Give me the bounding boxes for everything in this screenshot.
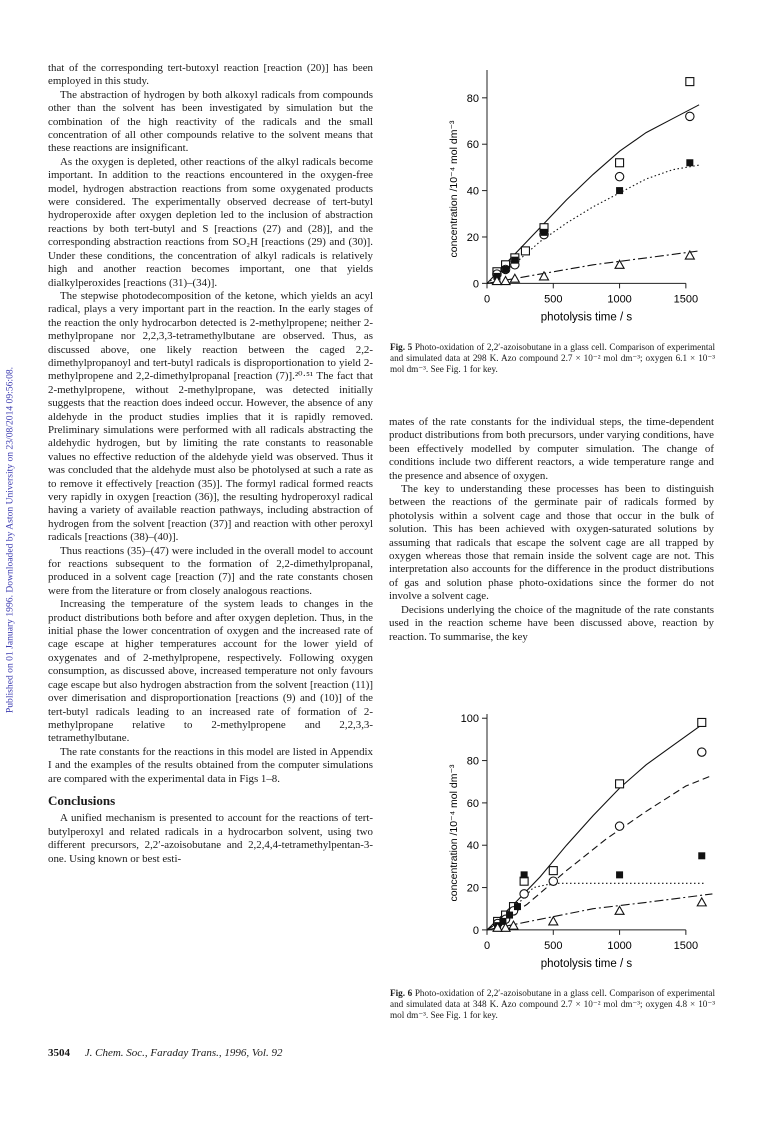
data-point-open-circle xyxy=(549,877,557,885)
data-point-filled-square xyxy=(616,187,623,194)
page-footer xyxy=(48,1047,282,1059)
download-watermark-text: Published on 01 January 1996. Downloaded by Aston University on 23/08/2014 09:56:08. xyxy=(4,366,16,714)
data-point-open-triangle xyxy=(549,917,558,925)
x-tick-label: 500 xyxy=(544,939,563,952)
y-tick-label: 80 xyxy=(466,755,479,768)
page-number: 3504 xyxy=(48,1047,70,1059)
x-tick-label: 1500 xyxy=(673,293,699,306)
data-point-open-circle xyxy=(520,890,528,898)
data-point-open-square xyxy=(698,718,706,726)
journal-citation: J. Chem. Soc., Faraday Trans., 1996, Vol. 92 xyxy=(84,1047,283,1059)
paragraph: The abstraction of hydrogen by both alkoxyl radicals from compounds other than the solvent has been investigated by simulation but the combination of the high reactivity of the radicals and the small concentration of all other compounds relative to the solvent means that these reactions are insignificant. xyxy=(48,88,373,155)
y-axis-label: concentration /10⁻⁴ mol dm⁻³ xyxy=(448,120,460,258)
x-tick-label: 0 xyxy=(483,293,491,306)
y-tick-label: 60 xyxy=(466,139,479,152)
data-point-open-square xyxy=(616,159,624,167)
data-point-open-circle xyxy=(615,822,623,830)
x-tick-label: 1000 xyxy=(607,939,632,952)
right-column xyxy=(389,416,714,644)
paragraph: The stepwise photodecomposition of the ketone, which yields an acyl radical, plays a very important part in the reaction. In the early stages of the reaction the only hydrocarbon detected is 2-methylpropene; neither 2-methylpropane nor 2,2,3,3-tetramethylbutane are observed. Thus, as discussed above, one likely reaction between the caged 2,2-dimethylpropanoyl and tert-butyl radicals is disproportionation to yield 2-methylpropene and 2,2-dimethylpropanal [reaction (7)].²⁰·⁵¹ The fact that 2-methylpropene, without 2-methylpropane, was detected initially suggests that the reaction does indeed occur. However, the absence of any aldehyde in the product studies implies that it is rapidly removed. Preliminary simulations were performed with all radicals abstracting the aldehydic hydrogen, but by limiting the rate constants to reasonable values no effective reduction of the aldehyde yield was observed. Thus it was concluded that the aldehyde must also be photolysed at such a rate as to remove it effectively [reaction (35)]. The formyl radical formed reacts very rapidly in oxygen [reaction (36)], the resulting hydroperoxyl radical having a variety of available reaction pathways, including abstraction of hydrogen from the solvent [reaction (37)] and reaction with other peroxyl radicals [reactions (38)–(40)]. xyxy=(48,289,373,544)
paragraph: The rate constants for the reactions in this model are listed in Appendix I and the examples of the results obtained from the computer simulations are compared with the experimental data in Figs 1–8. xyxy=(48,745,373,785)
data-point-open-square xyxy=(521,247,529,255)
figure-5-chart xyxy=(395,58,735,338)
paragraph: As the oxygen is depleted, other reactions of the alkyl radicals become important. In addition to the reactions encountered in the oxygen-free model, hydrogen abstraction reactions from some oxygenated products were considered. The experimentally observed decrease of tert-butyl hydroperoxide after oxygen depletion led to the inclusion of abstraction reactions by both tert-butyl and S [reactions (27) and (28)], and the corresponding abstraction reactions from SO₂H [reactions (29) and (30)]. Under these conditions, the concentration of alkyl radicals is relatively high and another reaction becomes important, one that yields dialkylperoxides [reactions (31)–(34)]. xyxy=(48,155,373,289)
data-point-filled-square xyxy=(541,229,548,236)
data-point-open-square xyxy=(686,78,694,86)
y-axis-label: concentration /10⁻⁴ mol dm⁻³ xyxy=(448,764,460,902)
data-point-filled-square xyxy=(514,903,521,910)
x-tick-label: 1000 xyxy=(607,293,632,306)
y-tick-label: 80 xyxy=(466,92,479,105)
data-point-filled-square xyxy=(506,912,513,919)
caption-text: Photo-oxidation of 2,2′-azoisobutane in a glass cell. Comparison of experimental and simulated data at 348 K. Azo compound 2.7 × 10⁻² mol dm⁻³; oxygen 4.8 × 10⁻³ mol dm⁻³. See Fig. 1 for key. xyxy=(390,988,716,1020)
download-watermark xyxy=(0,150,22,930)
y-tick-label: 0 xyxy=(472,278,479,291)
data-point-filled-square xyxy=(616,871,623,878)
y-tick-label: 20 xyxy=(466,882,479,895)
data-point-open-circle xyxy=(615,172,623,180)
paragraph: Thus reactions (35)–(47) were included in the overall model to account for reactions subsequent to the formation of 2,2-dimethylpropanal, produced in a solvent cage [reaction (7)] and the rate constants chosen were from the literature or from closely analogous reactions. xyxy=(48,544,373,597)
paragraph: Increasing the temperature of the system leads to changes in the product distributions both before and after oxygen depletion. Thus, in the initial phase the lower concentration of oxygen and the increased rate of cage escape at higher temperatures account for the lower yield of oxygenates and of 2-methylpropene, respectively. Following oxygen consumption, as discussed above, increased temperature not only favours cage escape but also hydrogen abstraction from the solvent [reaction (11)] over dimerisation and disproportionation [reactions (9) and (10)] of the tert-butyl radicals leading to an increased rate of formation of 2-methylpropane relative to 2-methylpropene and 2,2,3,3-tetramethylbutane. xyxy=(48,598,373,745)
data-point-open-square xyxy=(616,780,624,788)
left-column xyxy=(48,62,373,866)
paragraph: Decisions underlying the choice of the magnitude of the rate constants used in the reaction scheme have been discussed above, reaction by reaction. To summarise, the key xyxy=(389,603,714,643)
figure-6-chart xyxy=(395,702,735,982)
caption-text: Photo-oxidation of 2,2′-azoisobutane in a glass cell. Comparison of experimental and simulated data at 298 K. Azo compound 2.7 × 10⁻² mol dm⁻³; oxygen 6.1 × 10⁻³ mol dm⁻³. See Fig. 1 for key. xyxy=(390,342,716,374)
figure-5-caption xyxy=(390,342,715,374)
paragraph: that of the corresponding tert-butoxyl reaction [reaction (20)] has been employed in this study. xyxy=(48,62,373,88)
paragraph: The key to understanding these processes has been to distinguish between the reactions of the germinate pair of radicals formed by photolysis within a solvent cage and those that occur in the bulk of solution. This has been achieved with oxygen-saturated solutions by assuming that radicals that escape the solvent cage are all trapped by oxygen whereas those that remain inside the solvent cage are not. This interpretation also accounts for the difference in the product distributions of gas and solution phase photo-oxidations since the former do not involve a solvent cage. xyxy=(389,483,714,603)
y-tick-label: 60 xyxy=(466,797,479,810)
data-point-filled-square xyxy=(502,266,509,273)
y-tick-label: 40 xyxy=(466,840,479,853)
data-point-open-triangle xyxy=(540,272,549,280)
x-tick-label: 0 xyxy=(483,939,491,952)
x-axis-label: photolysis time / s xyxy=(540,311,633,324)
paragraph: mates of the rate constants for the individual steps, the time-dependent product distributions from both precursors, under varying conditions, have been effectively modelled by computer simulation. The change of conditions include two different reactors, a wide temperature range and the presence and absence of oxygen. xyxy=(389,416,714,482)
data-point-open-triangle xyxy=(501,277,510,285)
data-point-filled-square xyxy=(521,871,528,878)
x-tick-label: 500 xyxy=(544,293,563,306)
section-heading: Conclusions xyxy=(48,792,116,808)
data-point-open-circle xyxy=(686,112,694,120)
y-tick-label: 20 xyxy=(466,231,479,244)
data-point-open-triangle xyxy=(615,906,624,914)
x-tick-label: 1500 xyxy=(673,939,699,952)
data-point-open-circle xyxy=(698,748,706,756)
paragraph: A unified mechanism is presented to account for the reactions of tert-butylperoxyl and related radicals in a hydrocarbon solvent, using two different precursors, 2,2′-azoisobutane and 2,2,4,4-tetramethylpentan-3-one. Using known or best esti- xyxy=(48,812,373,865)
simulated-curve-dash-dot xyxy=(487,894,712,930)
data-point-open-triangle xyxy=(510,274,519,282)
data-point-filled-square xyxy=(698,852,705,859)
caption-label: Fig. 5 xyxy=(390,342,413,352)
data-point-open-triangle xyxy=(697,898,706,906)
caption-label: Fig. 6 xyxy=(390,988,413,998)
x-axis-label: photolysis time / s xyxy=(540,957,633,970)
y-tick-label: 100 xyxy=(460,713,479,726)
y-tick-label: 0 xyxy=(472,924,479,937)
data-point-filled-square xyxy=(686,159,693,166)
figure-6-caption xyxy=(390,988,715,1020)
data-point-open-square xyxy=(520,877,528,885)
y-tick-label: 40 xyxy=(466,185,479,198)
data-point-open-square xyxy=(549,867,557,875)
data-point-filled-square xyxy=(511,257,518,264)
